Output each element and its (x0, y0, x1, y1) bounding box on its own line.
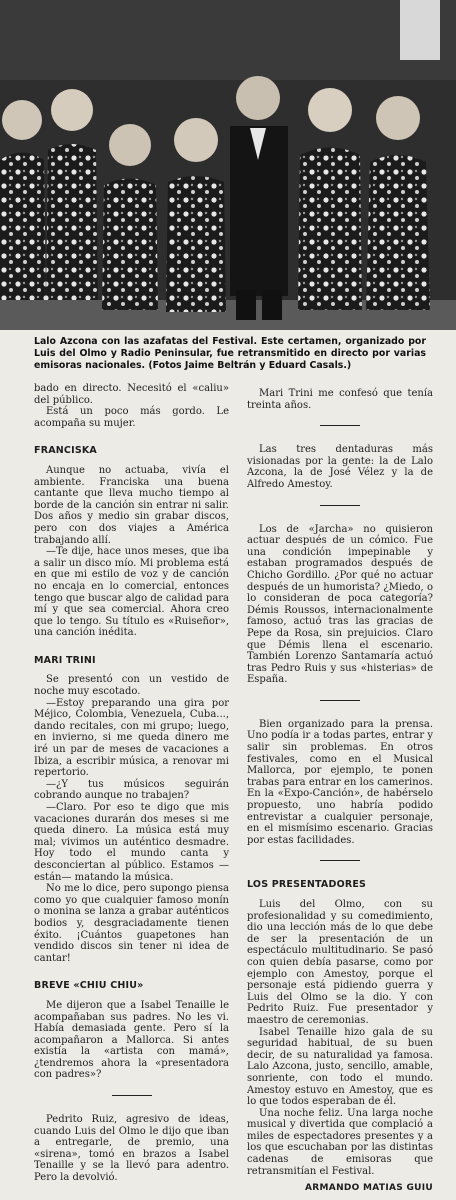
section-heading-presentadores: LOS PRESENTADORES (247, 879, 367, 891)
body-paragraph: Se presentó con un vestido de noche muy escotado. (34, 674, 229, 698)
section-divider (320, 425, 360, 426)
body-paragraph: Pedrito Ruiz, agresivo de ideas, cuando Luis del Olmo le dijo que iban a entregarle, de premio, una «sirena», tomó en brazos a Isabel Tenaille y se la llevó para adentro. Pero la devolvió. (34, 1114, 229, 1184)
body-paragraph: —Te dije, hace unos meses, que iba a salir un disco mío. Mi problema está en que mi estilo de voz y de canción no encaja en lo comercial, entonces tengo que buscar algo de calidad para mí y que sea comercial. Ahora creo que lo tengo. Su título es «Ruiseñor», una canción inédita. (34, 546, 229, 639)
body-paragraph: Mari Trini me confesó que tenía treinta años. (247, 388, 433, 411)
section-divider (320, 700, 360, 701)
group-photo (0, 0, 456, 330)
author-signature: ARMANDO MATIAS GUIU (305, 1183, 433, 1194)
body-paragraph: Isabel Tenaille hizo gala de su seguridad habitual, de su buen decir, de su naturalidad ya famosa. Lalo Azcona, justo, sencillo, amable, sonriente, con todo el mundo. Amestoy estuvo en Amestoy, que es lo que todos esperaban de él. (247, 1026, 433, 1108)
body-paragraph: —¿Y tus músicos seguirán cobrando aunque no trabajen? (34, 778, 229, 802)
section-divider (320, 860, 360, 861)
right-column (247, 388, 433, 1195)
body-paragraph: Luis del Olmo, con su profesionalidad y su comedimiento, dio una lección más de lo que debe de ser la presentación de un espectáculo multitudinario. Se pasó con quien debía pasarse, como por ejemplo con Amestoy, porque el personaje está pidiendo guerra y Luis del Olmo se la dio. Y con Pedrito Ruiz. Fue presentador y maestro de ceremonias. (247, 899, 433, 1026)
body-paragraph: Me dijeron que a Isabel Tenaille le acompañaban sus padres. No les vi. Había demasiada gente. Pero sí la acompañaron a Mallorca. Si antes existía la «artista con mamá», ¿tendremos ahora la «presentadora con padres»? (34, 999, 229, 1081)
body-paragraph: —Estoy preparando una gira por Méjico, Colombia, Venezuela, Cuba..., dando recitales, con mi grupo; luego, en invierno, si me queda dinero me iré un par de meses de vacaciones a Ibiza, a escribir música, a renovar mi repertorio. (34, 697, 229, 779)
photo-caption: Lalo Azcona con las azafatas del Festival. Este certamen, organizado por Luis del Olmo y Radio Peninsular, fue retransmitido en directo por varias emisoras nacionales. (Fotos Jaime Beltrán y Eduard Casals.) (34, 336, 426, 371)
intro-paragraph: Está un poco más gordo. Le acompaña su mujer. (34, 406, 229, 429)
body-paragraph: Una noche feliz. Una larga noche musical y divertida que complació a miles de espectadores presentes y a los que escuchaban por las distintas cadenas de emisoras que retransmitían el Festival. (247, 1107, 433, 1177)
body-paragraph: No me lo dice, pero supongo piensa como yo que cualquier famoso monín o monina se lanza a grabar auténticos bodios y, desgraciadamente tienen éxito. ¡Cuántos guapetones han vendido discos sin tener ni idea de cantar! (34, 883, 229, 964)
left-column (34, 383, 229, 1184)
body-paragraph: —Claro. Por eso te digo que mis vacaciones durarán dos meses si me queda dinero. La música está muy mal; vivimos un auténtico desmadre. Hoy todo el mundo canta y desconciertan al público. Estamos —están— matando la música. (34, 802, 229, 883)
body-paragraph: Bien organizado para la prensa. Uno podía ir a todas partes, entrar y salir sin problemas. En otros festivales, como en el Musical Mallorca, por ejemplo, te ponen trabas para entrar en los camerinos. En la «Expo-Canción», de habérselo propuesto, uno habría podido entrevistar a cualquier personaje, en el mismísimo escenario. Gracias por estas facilidades. (247, 718, 433, 846)
section-heading-mari-trini: MARI TRINI (34, 654, 96, 666)
body-paragraph: Los de «Jarcha» no quisieron actuar después de un cómico. Fue una condición impepinable y estaban programados después de Chicho Gordillo. ¿Por qué no actuar después de un humorista? ¿Miedo, o lo consideran de poca categoría? Démis Roussos, internacionalmente famoso, actuó tras las gracias de Pepe da Rosa, sin prejuicios. Claro que Démis llena el escenario. También Lorenzo Santamaría actuó tras Pedro Ruis y sus «histerias» de España. (247, 523, 433, 686)
section-heading-franciska: FRANCISKA (34, 445, 97, 457)
intro-paragraph: bado en directo. Necesitó el «caliu» del público. (34, 383, 229, 406)
body-paragraph: Las tres dentaduras más visionadas por la gente: la de Lalo Azcona, la de José Vélez y la de Alfredo Amestoy. (247, 444, 433, 490)
section-divider (112, 1095, 152, 1096)
group-photo-illustration (0, 0, 456, 330)
body-paragraph: Aunque no actuaba, vivía el ambiente. Franciska una buena cantante que lleva mucho tiempo al borde de la canción sin entrar ni salir. Dos años y medio sin grabar discos, pero con dos viajes a América trabajando allí. (34, 464, 229, 546)
section-divider (320, 505, 360, 506)
section-heading-breve: BREVE «CHIU CHIU» (34, 980, 144, 992)
